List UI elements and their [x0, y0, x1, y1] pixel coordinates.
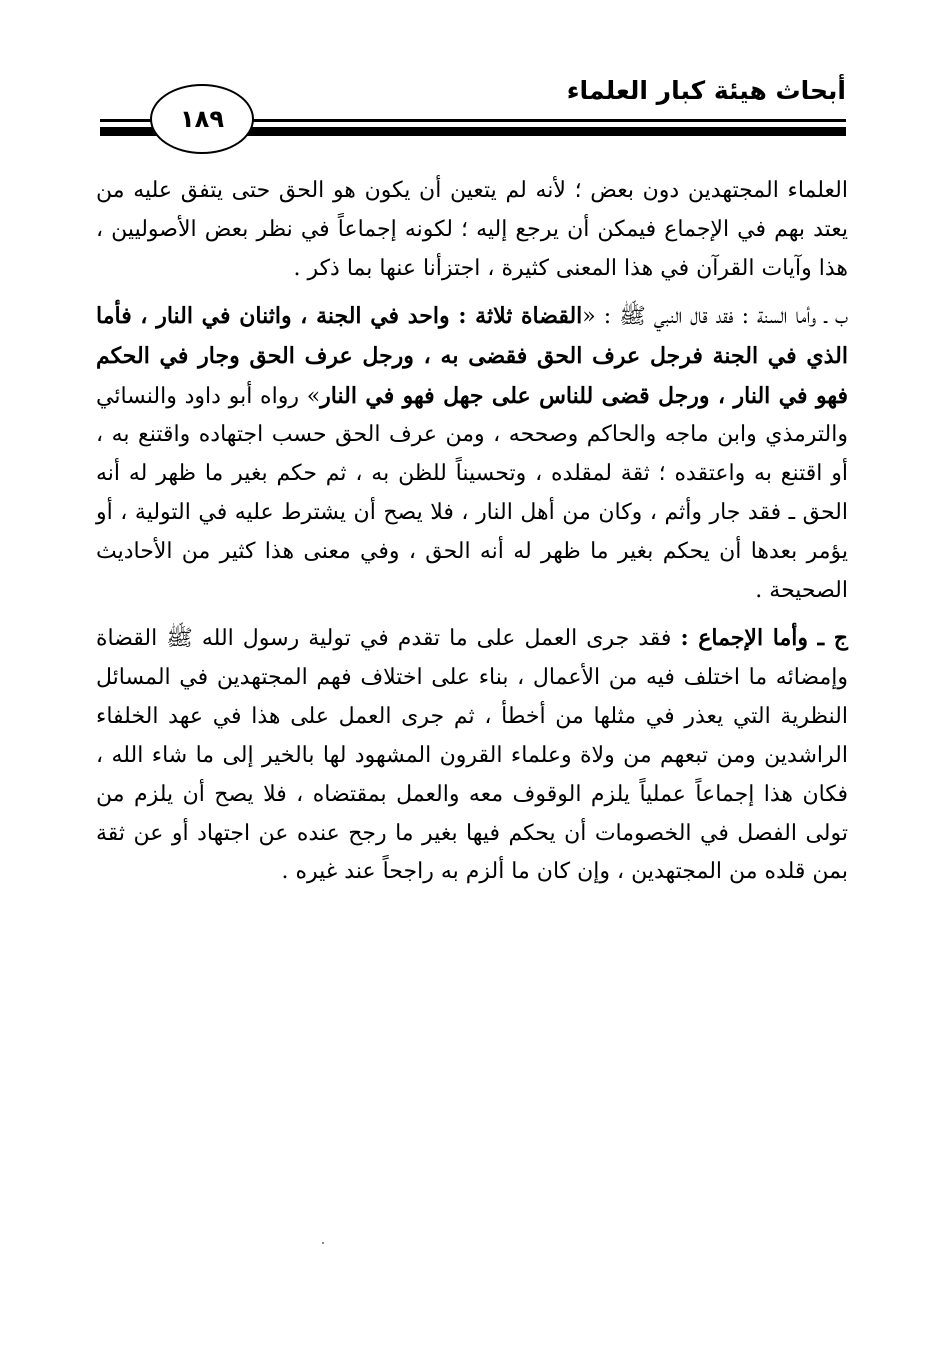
- speck: [322, 1242, 324, 1244]
- ijma-rest: فقد جرى العمل على ما تقدم في تولية رسول الله ﷺ القضاة وإمضائه ما اختلف فيه من الأعمال ، بناء على اختلاف فهم المجتهدين في المسائل النظرية التي يعذر في مثلها من أخطأ ، ثم جرى العمل على هذا في عهد الخلفاء الراشدين ومن تبعهم من ولاة وعلماء القرون المشهود لها بالخير إلى ما شاء الله ، فكان هذا إجماعاً عملياً يلزم الوقوف معه والعمل بمقتضاه ، فلا يصح أن يلزم من تولى الفصل في الخصومات أن يحكم فيها بغير ما رجح عنده عن اجتهاد أو عن ثقة بمن قلده من المجتهدين ، وإن كان ما ألزم به راجحاً عند غيره .: [96, 625, 848, 885]
- running-header-title: أبحاث هيئة كبار العلماء: [566, 76, 846, 105]
- paragraph-1-text: العلماء المجتهدين دون بعض ؛ لأنه لم يتعين أن يكون هو الحق حتى يتفق عليه من يعتد بهم في الإجماع فيمكن أن يرجع إليه ؛ لكونه إجماعاً في نظر بعض الأصوليين ، هذا وآيات القرآن في هذا المعنى كثيرة ، اجتزأنا عنها بما ذكر .: [96, 178, 848, 281]
- paragraph-1: [96, 172, 848, 289]
- hadith-text: القضاة ثلاثة : واحد في الجنة ، واثنان في النار ، فأما الذي في الجنة فرجل عرف الحق فقضى به ، ورجل عرف الحق وجار في الحكم فهو في النار ، ورجل قضى للناس على جهل فهو في النار: [96, 302, 848, 409]
- page-number: ١٨٩: [150, 84, 254, 154]
- ijma-heading: ج ـ وأما الإجماع :: [680, 624, 849, 651]
- paragraph-sunnah: [96, 297, 848, 611]
- sunnah-rest: » رواه أبو داود والنسائي والترمذي وابن ماجه والحاكم وصححه ، ومن عرف الحق حسب اجتهاده واقتنع به ، أو اقتنع به واعتقده ؛ ثقة لمقلده ، وتحسيناً للظن به ، ثم حكم بغير ما ظهر له أنه الحق ـ فقد جار وأثم ، وكان من أهل النار ، فلا يصح أن يشترط عليه في التولية ، أو يؤمر بعدها أن يحكم بغير ما ظهر له أنه الحق ، وفي معنى هذا كثير من الأحاديث الصحيحة .: [96, 383, 848, 604]
- sunnah-intro: ب ـ وأما السنة : فقد قال النبي ﷺ : «: [582, 303, 848, 329]
- paragraph-ijma: [96, 619, 848, 892]
- body-text: [96, 172, 848, 892]
